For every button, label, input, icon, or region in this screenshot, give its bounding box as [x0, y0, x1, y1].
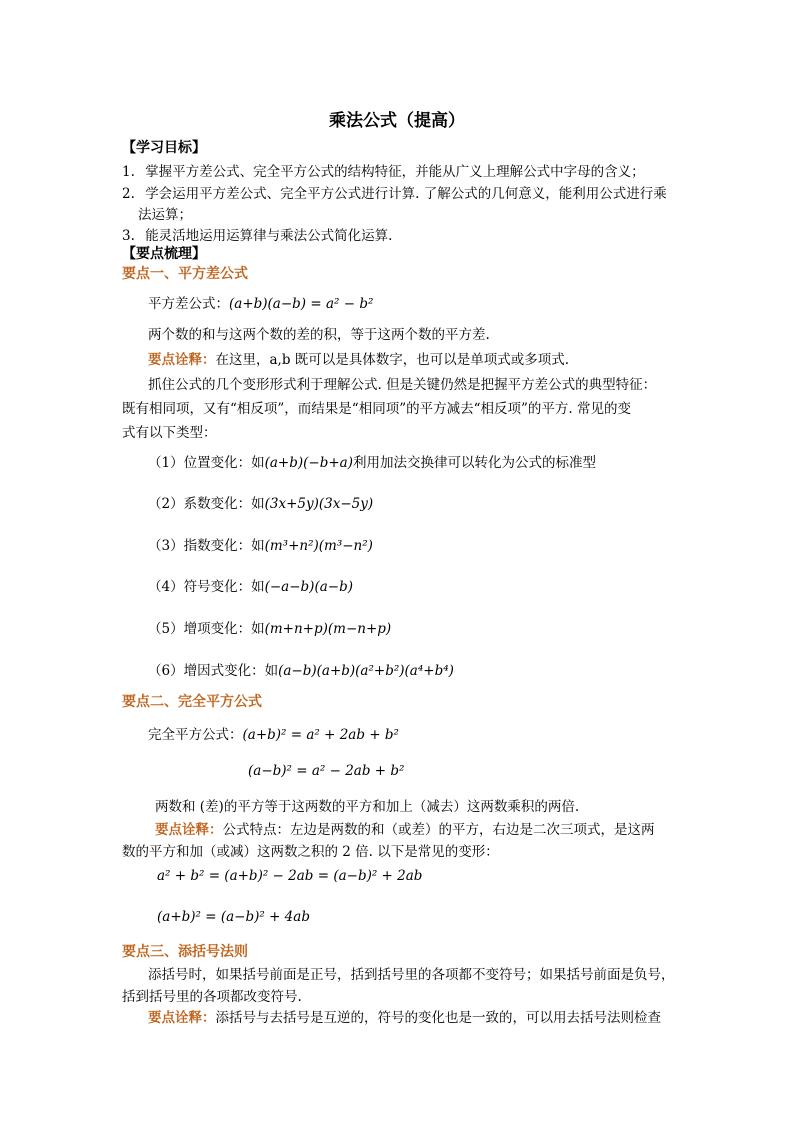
- goal-num: 2.: [122, 186, 135, 202]
- point1-formula-line: [148, 292, 373, 312]
- goal-item: [122, 224, 392, 244]
- variant-item: [148, 659, 454, 679]
- variant-expr: (−a−b)(a−b): [264, 579, 353, 595]
- variant-expr: (m+n+p)(m−n+p): [264, 621, 392, 637]
- variant-expr: (a−b)(a+b)(a²+b²)(a⁴+b⁴): [278, 663, 454, 679]
- point2-formula2: (a−b)² = a² − 2ab + b²: [248, 763, 405, 779]
- point1-para: 抓住公式的几个变形形式利于理解公式. 但是关键仍然是把握平方差公式的典型特征：: [148, 377, 657, 393]
- goal-num: 3.: [122, 228, 135, 244]
- formula: (a+b)(a−b) = a² − b²: [229, 296, 374, 312]
- point1-heading: 要点一、平方差公式: [122, 266, 248, 282]
- note-text: 在这里，a,b 既可以是具体数字，也可以是单项式或多项式.: [215, 352, 570, 368]
- page-title: 乘法公式（提高）: [329, 111, 465, 131]
- variant-label: （5）增项变化：如: [148, 621, 265, 637]
- goal-item: [122, 182, 667, 202]
- goal-text: 能灵活地运用运算律与乘法公式简化运算.: [145, 228, 393, 244]
- variant-item: [148, 617, 391, 637]
- note-label: 要点诠释：: [148, 352, 216, 368]
- point3-line: 添括号时，如果括号前面是正号，括到括号里的各项都不变符号；如果括号前面是负号，: [148, 967, 675, 983]
- variant-label: （6）增因式变化：如: [148, 663, 279, 679]
- point1-para: 式有以下类型：: [122, 425, 217, 441]
- point2-note-cont: 数的平方和加（或减）这两数之积的 2 倍. 以下是常见的变形：: [122, 844, 499, 860]
- point2-desc: 两数和 (差)的平方等于这两数的平方和加上（减去）这两数乘积的两倍.: [155, 799, 580, 815]
- point1-note: [148, 348, 569, 368]
- summary-heading: 【要点梳理】: [122, 246, 206, 262]
- point2-heading: 要点二、完全平方公式: [122, 694, 262, 710]
- point2-deform2: (a+b)² = (a−b)² + 4ab: [157, 909, 310, 925]
- point1-para: 既有相同项，又有“相反项”，而结果是“相同项”的平方减去“相反项”的平方. 常见的变: [122, 401, 631, 417]
- point3-heading: 要点三、添括号法则: [122, 944, 248, 960]
- goal-item-cont: 法运算；: [138, 207, 192, 223]
- variant-item: [148, 451, 596, 471]
- note-text: 公式特点：左边是两数的和（或差）的平方，右边是二次三项式，是这两: [222, 822, 655, 838]
- note-label: 要点诠释：: [148, 1010, 216, 1026]
- goal-item: [122, 160, 645, 180]
- point1-desc: 两个数的和与这两个数的差的积，等于这两个数的平方差.: [148, 327, 490, 343]
- variant-item: [148, 534, 373, 554]
- goal-text: 掌握平方差公式、完全平方公式的结构特征，并能从广义上理解公式中字母的含义；: [145, 164, 645, 180]
- note-label: 要点诠释：: [155, 822, 223, 838]
- formula-label: 平方差公式：: [148, 296, 229, 312]
- point2-note: [155, 818, 655, 838]
- variant-tail: 利用加法交换律可以转化为公式的标准型: [352, 455, 596, 471]
- variant-item: [148, 575, 353, 595]
- goal-num: 1.: [122, 164, 135, 180]
- variant-expr: (m³+n²)(m³−n²): [264, 538, 373, 554]
- variant-item: [148, 492, 373, 512]
- variant-label: （3）指数变化：如: [148, 538, 265, 554]
- point3-line: 括到括号里的各项都改变符号.: [122, 989, 302, 1005]
- variant-expr: (a+b)(−b+a): [264, 455, 353, 471]
- variant-label: （4）符号变化：如: [148, 579, 265, 595]
- variant-expr: (3x+5y)(3x−5y): [264, 496, 374, 512]
- note-text: 添括号与去括号是互逆的，符号的变化也是一致的，可以用去括号法则检查: [215, 1010, 661, 1026]
- variant-label: （1）位置变化：如: [148, 455, 265, 471]
- variant-label: （2）系数变化：如: [148, 496, 265, 512]
- point3-note: [148, 1006, 661, 1026]
- formula: (a+b)² = a² + 2ab + b²: [242, 727, 399, 743]
- formula-label: 完全平方公式：: [148, 727, 243, 743]
- goals-heading: 【学习目标】: [122, 140, 206, 156]
- point2-deform1: a² + b² = (a+b)² − 2ab = (a−b)² + 2ab: [157, 868, 423, 884]
- point2-formula-line: [148, 723, 399, 743]
- goal-text: 学会运用平方差公式、完全平方公式进行计算. 了解公式的几何意义，能利用公式进行乘: [145, 186, 667, 202]
